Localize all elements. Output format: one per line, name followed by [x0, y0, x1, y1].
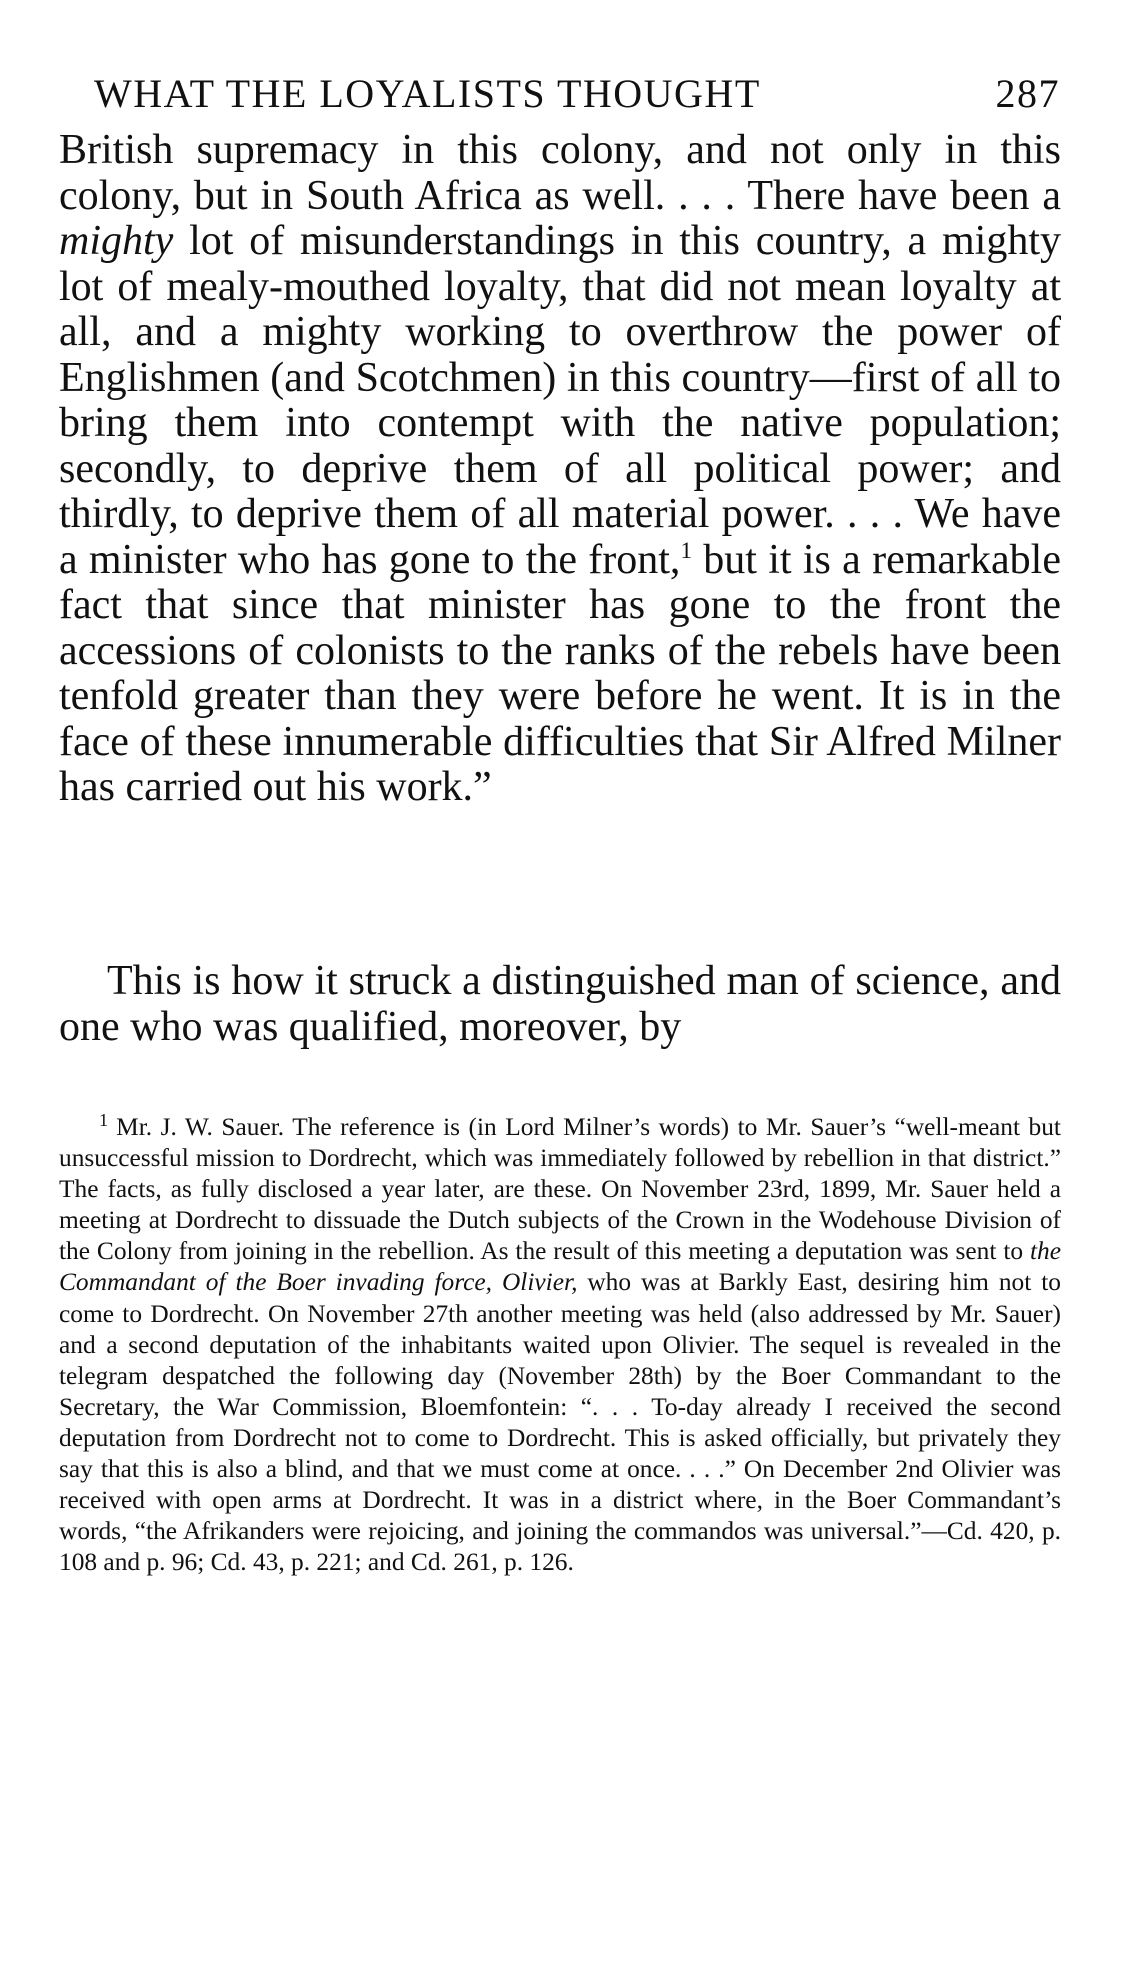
footnote — [59, 1109, 1061, 1578]
footnote-marker: 1 — [99, 1109, 109, 1130]
quote-italic-word: mighty — [59, 218, 174, 264]
footnote-reference: 1 — [680, 536, 692, 563]
quote-text-part-b: lot of misunderstandings in this country, a mighty lot of mealy-mouthed loyalty, that did not mean loyalty at all, and a mighty working to overthrow the power of Englishmen (and Scotchmen) in this country—first of all to bring them into contempt with the native population; secondly, to deprive them of all political power; and thirdly, to deprive them of all material power. . . . We have a minister who has gone to the front, — [59, 218, 1061, 583]
running-head — [94, 68, 1060, 120]
quote-text-part-a: British supremacy in this colony, and not only in this colony, but in South Africa as well. . . . There have been a — [59, 127, 1061, 219]
running-head-title: WHAT THE LOYALISTS THOUGHT — [94, 71, 761, 116]
footnote-italic: the Commandant of the Boer invading force, Olivier, — [59, 1237, 1061, 1297]
body-paragraph-second: This is how it struck a distinguished man of science, and one who was qualified, moreover, by — [59, 958, 1061, 1050]
footnote-text-a: Mr. J. W. Sauer. The reference is (in Lord Milner’s words) to Mr. Sauer’s “well-meant but unsuccessful mission to Dordrecht, which was immediately followed by rebellion in that district.” The facts, as fully disclosed a year later, are these. On November 23rd, 1899, Mr. Sauer held a meeting at Dordrecht to dissuade the Dutch subjects of the Crown in the Wodehouse Division of the Colony from joining in the rebellion. As the result of this meeting a deputation was sent to — [59, 1113, 1061, 1266]
body-paragraph-quote — [59, 128, 1061, 811]
quote-text-part-c: but it is a remarkable fact that since that minister has gone to the front the accessions of colonists to the ranks of the rebels have been tenfold greater than they were before he went. It is in the face of these innumerable difficulties that Sir Alfred Milner has carried out his work.” — [59, 536, 1061, 810]
footnote-text-b: who was at Barkly East, desiring him not to come to Dordrecht. On November 27th another meeting was held (also addressed by Mr. Sauer) and a second deputation of the inhabitants waited upon Olivier. The sequel is revealed in the telegram despatched the following day (November 28th) by the Boer Commandant to the Secretary, the War Commission, Bloemfontein: “. . . To-day already I received the second deputation from Dordrecht not to come to Dordrecht. This is asked officially, but privately they say that this is also a blind, and that we must come at once. . . .” On December 2nd Olivier was received with open arms at Dordrecht. It was in a district where, in the Boer Commandant’s words, “the Afrikanders were rejoicing, and joining the commandos was universal.”—Cd. 420, p. 108 and p. 96; Cd. 43, p. 221; and Cd. 261, p. 126. — [59, 1268, 1061, 1577]
page-number: 287 — [995, 71, 1060, 116]
